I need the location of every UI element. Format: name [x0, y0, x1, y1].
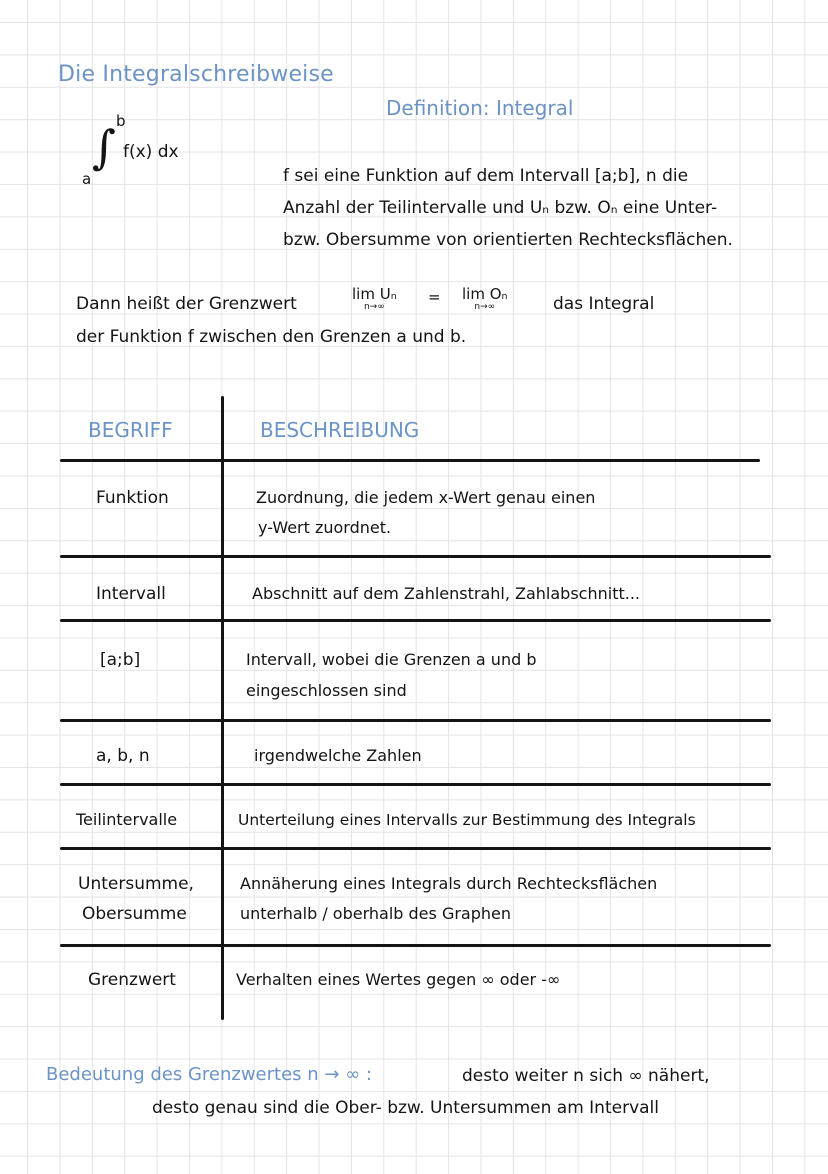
table-cell-term: Grenzwert [88, 970, 176, 990]
table-row-divider [60, 847, 771, 850]
limit-lower-sum-expression: lim Oₙ [462, 285, 508, 303]
table-cell-term: Intervall [96, 584, 166, 604]
table-cell-description: Abschnitt auf dem Zahlenstrahl, Zahlabschnitt... [252, 584, 640, 603]
table-header-description: BESCHREIBUNG [260, 418, 420, 442]
limit-suffix: das Integral [553, 294, 655, 314]
table-cell-description: unterhalb / oberhalb des Graphen [240, 904, 512, 923]
limit-lower-sum-subscript: n→∞ [474, 302, 496, 312]
footer-label: Bedeutung des Grenzwertes n → ∞ : [46, 1064, 372, 1085]
definition-heading: Definition: Integral [386, 96, 574, 120]
table-cell-term: [a;b] [100, 650, 141, 670]
table-cell-description: Intervall, wobei die Grenzen a und b [246, 650, 537, 669]
footer-text-line-1: desto weiter n sich ∞ nähert, [462, 1066, 710, 1086]
integral-expression: f(x) dx [123, 142, 179, 162]
definition-line-3: bzw. Obersumme von orientierten Rechtecksflächen. [283, 230, 733, 250]
table-header-divider [60, 459, 760, 462]
limit-upper-sum-subscript: n→∞ [363, 302, 385, 312]
limit-prefix: Dann heißt der Grenzwert [76, 294, 297, 314]
footer-text-line-2: desto genau sind die Ober- bzw. Untersummen am Intervall [152, 1098, 659, 1118]
table-row-divider [60, 555, 771, 558]
table-row-divider [60, 719, 771, 722]
limit-upper-sum-expression: lim Uₙ [352, 285, 397, 303]
definition-line-2: Anzahl der Teilintervalle und Uₙ bzw. Oₙ eine Unter- [283, 198, 718, 218]
table-cell-term: Obersumme [82, 904, 187, 924]
table-cell-description: Unterteilung eines Intervalls zur Bestimmung des Integrals [238, 811, 696, 829]
table-cell-description: irgendwelche Zahlen [254, 746, 422, 765]
page-title: Die Integralschreibweise [58, 62, 334, 87]
table-cell-description: eingeschlossen sind [246, 681, 407, 700]
table-header-term: BEGRIFF [88, 418, 173, 442]
integral-upper-bound: b [116, 112, 126, 130]
integral-sign-icon: ∫ [92, 120, 116, 174]
table-cell-term: Funktion [96, 488, 169, 508]
definition-line-1: f sei eine Funktion auf dem Intervall [a;b], n die [283, 166, 689, 186]
limit-lower-sum [462, 286, 508, 312]
limit-equals: = [428, 288, 441, 306]
table-row-divider [60, 944, 771, 947]
table-row-divider [60, 783, 771, 786]
limit-line-2: der Funktion f zwischen den Grenzen a und b. [76, 327, 467, 347]
table-cell-description: y-Wert zuordnet. [258, 518, 392, 537]
integral-lower-bound: a [82, 170, 92, 188]
table-cell-term: Teilintervalle [76, 810, 178, 829]
limit-upper-sum [352, 286, 397, 312]
table-cell-description: Verhalten eines Wertes gegen ∞ oder -∞ [236, 970, 561, 989]
table-row-divider [60, 619, 771, 622]
table-cell-description: Zuordnung, die jedem x-Wert genau einen [256, 488, 596, 507]
table-cell-term: Untersumme, [78, 874, 194, 894]
table-cell-description: Annäherung eines Integrals durch Rechtecksflächen [240, 874, 658, 893]
table-cell-term: a, b, n [96, 746, 150, 766]
